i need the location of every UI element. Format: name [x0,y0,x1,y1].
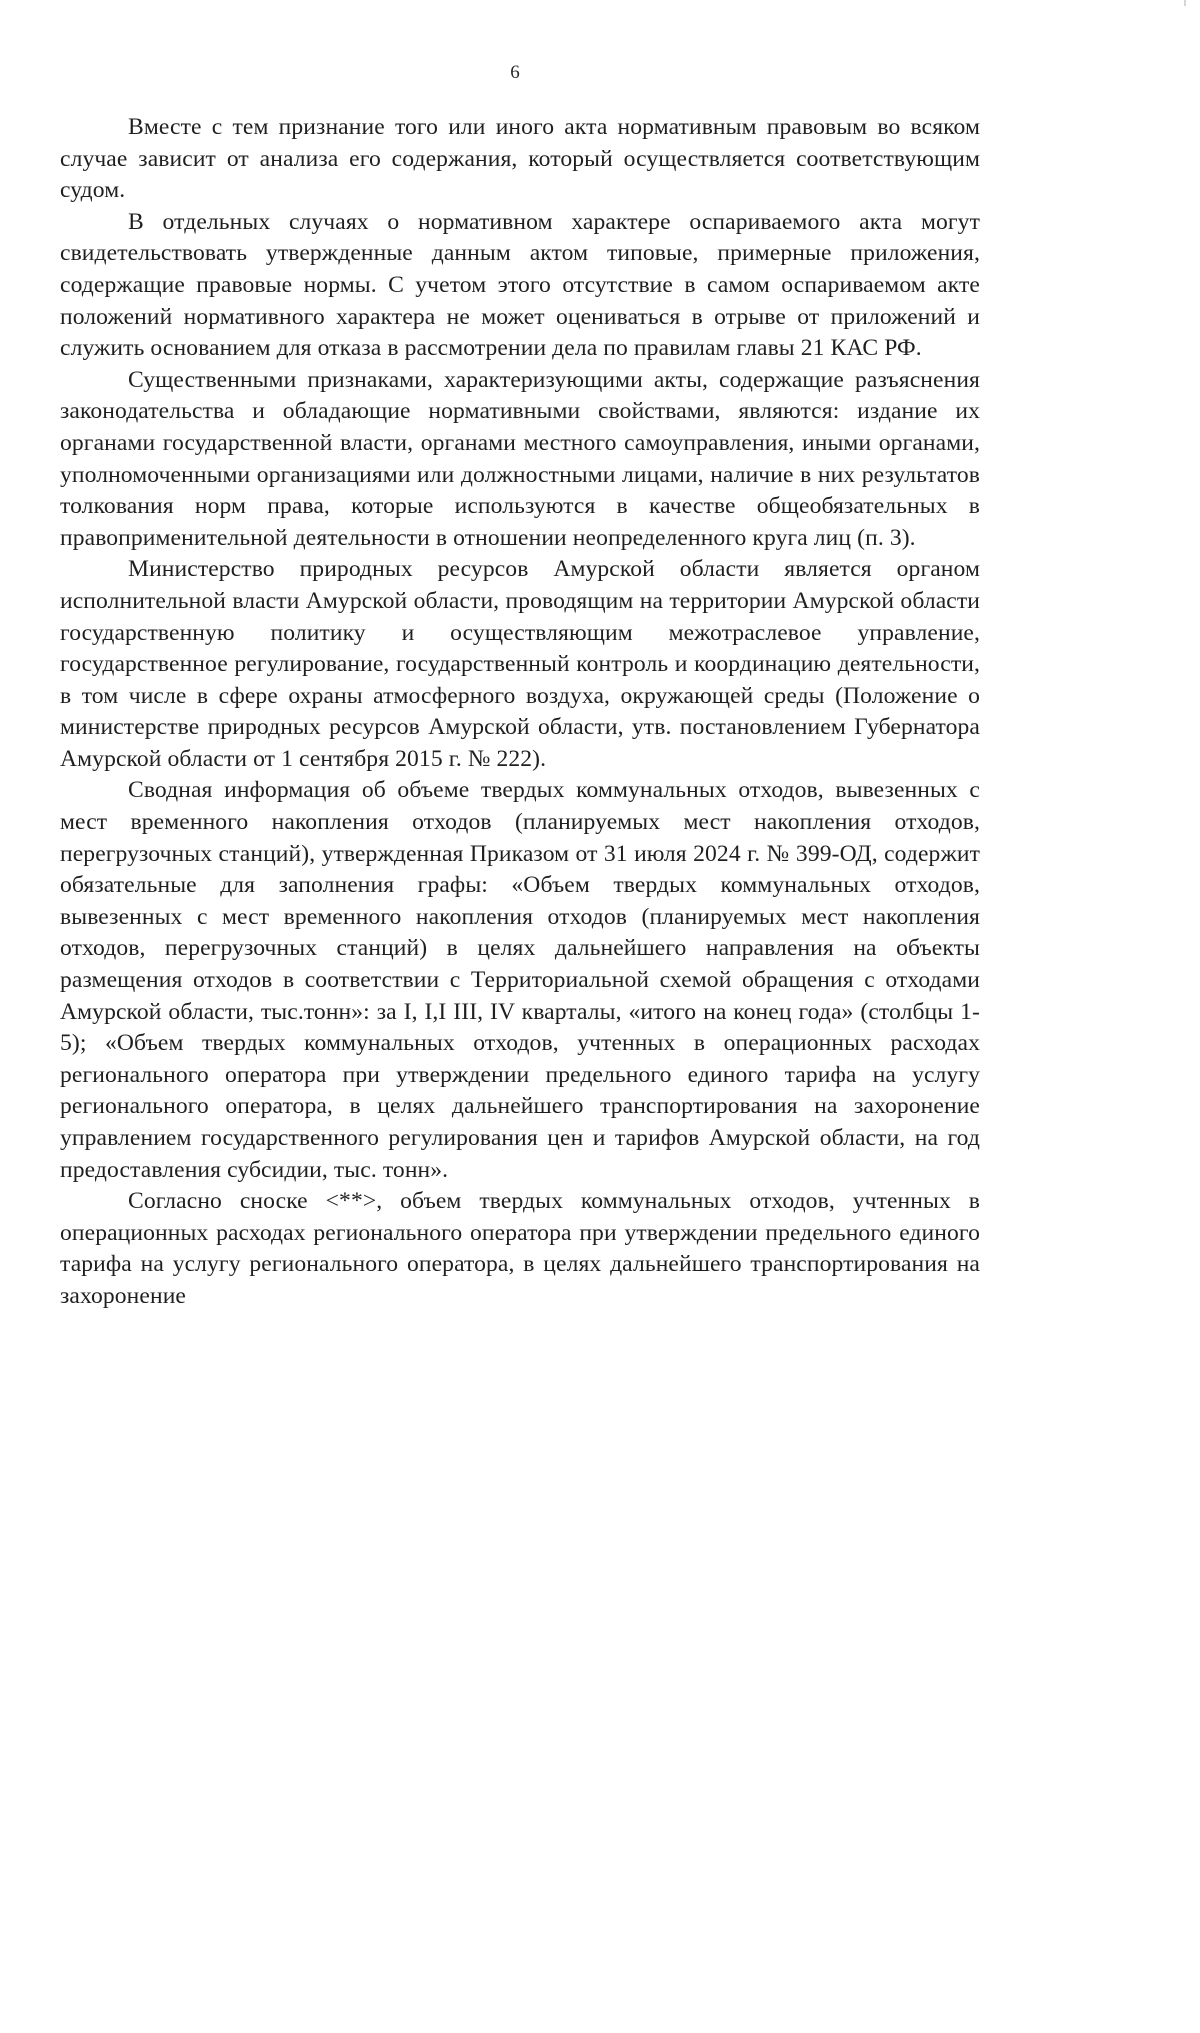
paragraph-5: Сводная информация об объеме твердых коммунальных отходов, вывезенных с мест временного накопления отходов (планируемых мест накопления отходов, перегрузочных станций), утвержденная Приказом от 31 июля 2024 г. № 399-ОД, содержит обязательные для заполнения графы: «Объем твердых коммунальных отходов, вывезенных с мест временного накопления отходов (планируемых мест накопления отходов, перегрузочных станций) в целях дальнейшего направления на объекты размещения отходов в соответствии с Территориальной схемой обращения с отходами Амурской области, тыс.тонн»: за I, I,I III, IV кварталы, «итого на конец года» (столбцы 1-5); «Объем твердых коммунальных отходов, учтенных в операционных расходах регионального оператора при утверждении предельного единого тарифа на услугу регионального оператора, в целях дальнейшего транспортирования на захоронение управлением государственного регулирования цен и тарифов Амурской области, на год предоставления субсидии, тыс. тонн». [60,777,980,1183]
paragraph-4: Министерство природных ресурсов Амурской области является органом исполнительной власти Амурской области, проводящим на территории Амурской области государственную политику и осуществляющим межотраслевое управление, государственное регулирование, государственный контроль и координацию деятельности, в том числе в сфере охраны атмосферного воздуха, окружающей среды (Положение о министерстве природных ресурсов Амурской области, утв. постановлением Губернатора Амурской области от 1 сентября 2015 г. № 222). [60,556,980,772]
page-number: 6 [510,62,520,83]
paragraph-3: Существенными признаками, характеризующими акты, содержащие разъяснения законодательства и обладающие нормативными свойствами, являются: издание их органами государственной власти, органами местного самоуправления, иными органами, уполномоченными организациями или должностными лицами, наличие в них результатов толкования норм права, которые используются в качестве общеобязательных в правоприменительной деятельности в отношении неопределенного круга лиц (п. 3). [60,366,980,551]
paragraph-6: Согласно сноске <**>, объем твердых коммунальных отходов, учтенных в операционных расходах регионального оператора при утверждении предельного единого тарифа на услугу регионального оператора, в целях дальнейшего транспортирования на захоронение [60,1188,980,1309]
document-body [60,112,980,1313]
paragraph-1: Вместе с тем признание того или иного акта нормативным правовым во всяком случае зависит от анализа его содержания, который осуществляется соответствующим судом. [60,114,980,204]
scan-artifact [1184,0,1186,6]
paragraph-2: В отдельных случаях о нормативном характере оспариваемого акта могут свидетельствовать утвержденные данным актом типовые, примерные приложения, содержащие правовые нормы. С учетом этого отсутствие в самом оспариваемом акте положений нормативного характера не может оцениваться в отрыве от приложений и служить основанием для отказа в рассмотрении дела по правилам главы 21 КАС РФ. [60,208,980,362]
